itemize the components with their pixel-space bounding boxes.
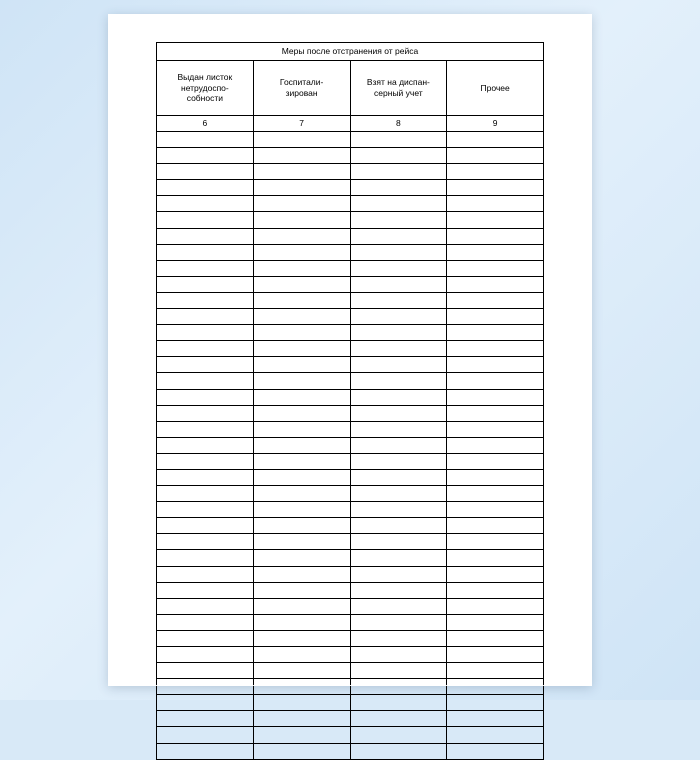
table-row[interactable]	[157, 180, 544, 196]
table-cell[interactable]	[350, 679, 447, 695]
table-cell[interactable]	[253, 727, 350, 743]
table-cell[interactable]	[253, 647, 350, 663]
table-cell[interactable]	[350, 518, 447, 534]
table-cell[interactable]	[447, 292, 544, 308]
table-row[interactable]	[157, 582, 544, 598]
table-cell[interactable]	[157, 405, 254, 421]
table-cell[interactable]	[253, 148, 350, 164]
table-cell[interactable]	[447, 132, 544, 148]
table-cell[interactable]	[447, 518, 544, 534]
table-cell[interactable]	[350, 727, 447, 743]
table-cell[interactable]	[157, 212, 254, 228]
table-cell[interactable]	[447, 244, 544, 260]
table-cell[interactable]	[350, 486, 447, 502]
table-cell[interactable]	[157, 292, 254, 308]
table-cell[interactable]	[157, 469, 254, 485]
table-cell[interactable]	[447, 212, 544, 228]
table-cell[interactable]	[447, 405, 544, 421]
column-number-2: 7	[253, 116, 350, 132]
table-cell[interactable]	[253, 292, 350, 308]
table-row[interactable]	[157, 309, 544, 325]
table-cell[interactable]	[253, 164, 350, 180]
table-cell[interactable]	[253, 389, 350, 405]
table-cell[interactable]	[253, 325, 350, 341]
column-number-4: 9	[447, 116, 544, 132]
table-cell[interactable]	[253, 534, 350, 550]
table-cell[interactable]	[350, 228, 447, 244]
column-number-1: 6	[157, 116, 254, 132]
table-row[interactable]	[157, 711, 544, 727]
table-cell[interactable]	[350, 212, 447, 228]
table-row[interactable]	[157, 566, 544, 582]
table-row[interactable]	[157, 679, 544, 695]
table-cell[interactable]	[350, 325, 447, 341]
measures-table	[156, 42, 544, 760]
table-cell[interactable]	[447, 679, 544, 695]
table-cell[interactable]	[253, 598, 350, 614]
table-container	[156, 42, 544, 760]
table-cell[interactable]	[350, 276, 447, 292]
table-cell[interactable]	[350, 566, 447, 582]
table-cell[interactable]	[447, 727, 544, 743]
table-row[interactable]	[157, 534, 544, 550]
table-cell[interactable]	[350, 148, 447, 164]
table-cell[interactable]	[350, 180, 447, 196]
table-cell[interactable]	[253, 614, 350, 630]
table-row[interactable]	[157, 437, 544, 453]
table-row[interactable]	[157, 389, 544, 405]
table-cell[interactable]	[350, 743, 447, 759]
table-cell[interactable]	[253, 260, 350, 276]
table-cell[interactable]	[157, 647, 254, 663]
column-header-1-line-1: Выдан листок	[177, 72, 233, 83]
table-cell[interactable]	[253, 132, 350, 148]
table-cell[interactable]	[447, 502, 544, 518]
table-cell[interactable]	[447, 437, 544, 453]
table-cell[interactable]	[350, 534, 447, 550]
table-cell[interactable]	[350, 550, 447, 566]
table-cell[interactable]	[253, 518, 350, 534]
table-cell[interactable]	[350, 582, 447, 598]
table-cell[interactable]	[350, 309, 447, 325]
table-cell[interactable]	[157, 630, 254, 646]
table-cell[interactable]	[157, 743, 254, 759]
table-cell[interactable]	[253, 244, 350, 260]
table-row[interactable]	[157, 550, 544, 566]
table-cell[interactable]	[157, 679, 254, 695]
table-cell[interactable]	[447, 695, 544, 711]
table-cell[interactable]	[447, 647, 544, 663]
table-cell[interactable]	[253, 486, 350, 502]
table-row[interactable]	[157, 292, 544, 308]
table-cell[interactable]	[350, 196, 447, 212]
table-cell[interactable]	[253, 502, 350, 518]
table-cell[interactable]	[157, 180, 254, 196]
table-cell[interactable]	[253, 695, 350, 711]
table-row[interactable]	[157, 469, 544, 485]
table-cell[interactable]	[447, 743, 544, 759]
table-title-row	[157, 43, 544, 61]
table-cell[interactable]	[157, 534, 254, 550]
table-cell[interactable]	[157, 566, 254, 582]
table-row[interactable]	[157, 630, 544, 646]
table-cell[interactable]	[350, 132, 447, 148]
table-cell[interactable]	[447, 389, 544, 405]
table-cell[interactable]	[350, 164, 447, 180]
column-header-3-line-1: Взят на диспан-	[366, 77, 430, 88]
table-cell[interactable]	[447, 663, 544, 679]
table-cell[interactable]	[253, 357, 350, 373]
table-row[interactable]	[157, 276, 544, 292]
table-cell[interactable]	[253, 630, 350, 646]
table-cell[interactable]	[157, 357, 254, 373]
table-cell[interactable]	[350, 598, 447, 614]
column-header-2-line-1: Госпитали-	[279, 77, 324, 88]
table-cell[interactable]	[157, 502, 254, 518]
table-cell[interactable]	[253, 196, 350, 212]
table-cell[interactable]	[350, 373, 447, 389]
table-row[interactable]	[157, 647, 544, 663]
column-header-3-line-2: серный учет	[374, 88, 423, 98]
column-header-2	[253, 61, 350, 116]
column-header-1	[157, 61, 254, 116]
table-cell[interactable]	[350, 437, 447, 453]
table-cell[interactable]	[350, 630, 447, 646]
table-row[interactable]	[157, 695, 544, 711]
table-cell[interactable]	[157, 711, 254, 727]
table-cell[interactable]	[350, 469, 447, 485]
table-cell[interactable]	[157, 244, 254, 260]
table-cell[interactable]	[447, 180, 544, 196]
table-cell[interactable]	[157, 373, 254, 389]
table-cell[interactable]	[253, 180, 350, 196]
blank-rows-body	[157, 132, 544, 760]
table-cell[interactable]	[157, 196, 254, 212]
table-cell[interactable]	[253, 276, 350, 292]
table-row[interactable]	[157, 260, 544, 276]
table-row[interactable]	[157, 405, 544, 421]
table-cell[interactable]	[253, 437, 350, 453]
table-cell[interactable]	[253, 309, 350, 325]
table-cell[interactable]	[157, 437, 254, 453]
table-cell[interactable]	[253, 743, 350, 759]
table-cell[interactable]	[447, 341, 544, 357]
table-header-row	[157, 61, 544, 116]
table-cell[interactable]	[253, 373, 350, 389]
column-header-4	[447, 61, 544, 116]
column-header-2-line-2: зирован	[285, 88, 318, 98]
table-cell[interactable]	[157, 727, 254, 743]
table-row[interactable]	[157, 164, 544, 180]
table-cell[interactable]	[157, 550, 254, 566]
table-cell[interactable]	[157, 276, 254, 292]
table-cell[interactable]	[157, 421, 254, 437]
table-cell[interactable]	[447, 421, 544, 437]
table-cell[interactable]	[253, 679, 350, 695]
table-cell[interactable]	[253, 469, 350, 485]
document-page	[108, 14, 592, 686]
table-row[interactable]	[157, 421, 544, 437]
column-header-4-line-1: Прочее	[480, 82, 510, 93]
table-cell[interactable]	[350, 502, 447, 518]
table-cell[interactable]	[350, 357, 447, 373]
table-cell[interactable]	[447, 550, 544, 566]
table-cell[interactable]	[447, 711, 544, 727]
table-cell[interactable]	[157, 309, 254, 325]
column-number-row	[157, 116, 544, 132]
table-cell[interactable]	[447, 357, 544, 373]
table-row[interactable]	[157, 228, 544, 244]
table-cell[interactable]	[253, 566, 350, 582]
table-cell[interactable]	[253, 453, 350, 469]
table-cell[interactable]	[350, 614, 447, 630]
table-cell[interactable]	[447, 469, 544, 485]
table-row[interactable]	[157, 373, 544, 389]
table-cell[interactable]	[447, 534, 544, 550]
table-row[interactable]	[157, 518, 544, 534]
table-cell[interactable]	[253, 663, 350, 679]
table-cell[interactable]	[253, 711, 350, 727]
table-cell[interactable]	[447, 486, 544, 502]
column-number-3: 8	[350, 116, 447, 132]
table-cell[interactable]	[447, 196, 544, 212]
table-cell[interactable]	[447, 228, 544, 244]
table-row[interactable]	[157, 743, 544, 759]
table-row[interactable]	[157, 486, 544, 502]
table-cell[interactable]	[350, 260, 447, 276]
table-cell[interactable]	[157, 228, 254, 244]
table-row[interactable]	[157, 244, 544, 260]
table-cell[interactable]	[350, 695, 447, 711]
table-cell[interactable]	[157, 582, 254, 598]
table-cell[interactable]	[350, 421, 447, 437]
table-cell[interactable]	[350, 663, 447, 679]
table-cell[interactable]	[157, 341, 254, 357]
table-body	[157, 43, 544, 132]
table-row[interactable]	[157, 196, 544, 212]
table-cell[interactable]	[447, 630, 544, 646]
table-title: Меры после отстранения от рейса	[157, 43, 544, 61]
table-cell[interactable]	[253, 550, 350, 566]
table-row[interactable]	[157, 325, 544, 341]
table-cell[interactable]	[253, 421, 350, 437]
table-row[interactable]	[157, 341, 544, 357]
table-cell[interactable]	[157, 598, 254, 614]
column-header-1-line-3: собности	[186, 93, 223, 104]
table-row[interactable]	[157, 663, 544, 679]
table-cell[interactable]	[253, 212, 350, 228]
table-cell[interactable]	[157, 148, 254, 164]
table-cell[interactable]	[350, 292, 447, 308]
table-cell[interactable]	[350, 647, 447, 663]
table-cell[interactable]	[253, 228, 350, 244]
table-cell[interactable]	[157, 325, 254, 341]
table-row[interactable]	[157, 453, 544, 469]
table-cell[interactable]	[253, 582, 350, 598]
column-header-3	[350, 61, 447, 116]
table-cell[interactable]	[447, 325, 544, 341]
table-cell[interactable]	[253, 405, 350, 421]
table-cell[interactable]	[447, 276, 544, 292]
column-header-1-line-2: нетрудоспо-	[181, 82, 229, 93]
table-cell[interactable]	[447, 373, 544, 389]
table-cell[interactable]	[350, 341, 447, 357]
table-cell[interactable]	[350, 244, 447, 260]
table-cell[interactable]	[447, 164, 544, 180]
table-cell[interactable]	[350, 453, 447, 469]
table-cell[interactable]	[447, 598, 544, 614]
table-cell[interactable]	[447, 614, 544, 630]
table-cell[interactable]	[447, 309, 544, 325]
table-row[interactable]	[157, 614, 544, 630]
table-row[interactable]	[157, 598, 544, 614]
table-cell[interactable]	[447, 566, 544, 582]
table-cell[interactable]	[157, 132, 254, 148]
table-cell[interactable]	[447, 148, 544, 164]
table-cell[interactable]	[157, 453, 254, 469]
table-cell[interactable]	[350, 389, 447, 405]
table-cell[interactable]	[253, 341, 350, 357]
table-cell[interactable]	[447, 453, 544, 469]
table-row[interactable]	[157, 502, 544, 518]
table-row[interactable]	[157, 148, 544, 164]
table-row[interactable]	[157, 357, 544, 373]
table-row[interactable]	[157, 727, 544, 743]
table-cell[interactable]	[157, 695, 254, 711]
table-cell[interactable]	[447, 260, 544, 276]
table-cell[interactable]	[447, 582, 544, 598]
table-cell[interactable]	[157, 164, 254, 180]
table-cell[interactable]	[157, 614, 254, 630]
table-cell[interactable]	[350, 711, 447, 727]
table-cell[interactable]	[157, 389, 254, 405]
table-cell[interactable]	[157, 260, 254, 276]
table-cell[interactable]	[157, 486, 254, 502]
table-row[interactable]	[157, 132, 544, 148]
table-cell[interactable]	[157, 663, 254, 679]
table-row[interactable]	[157, 212, 544, 228]
table-cell[interactable]	[157, 518, 254, 534]
table-cell[interactable]	[350, 405, 447, 421]
